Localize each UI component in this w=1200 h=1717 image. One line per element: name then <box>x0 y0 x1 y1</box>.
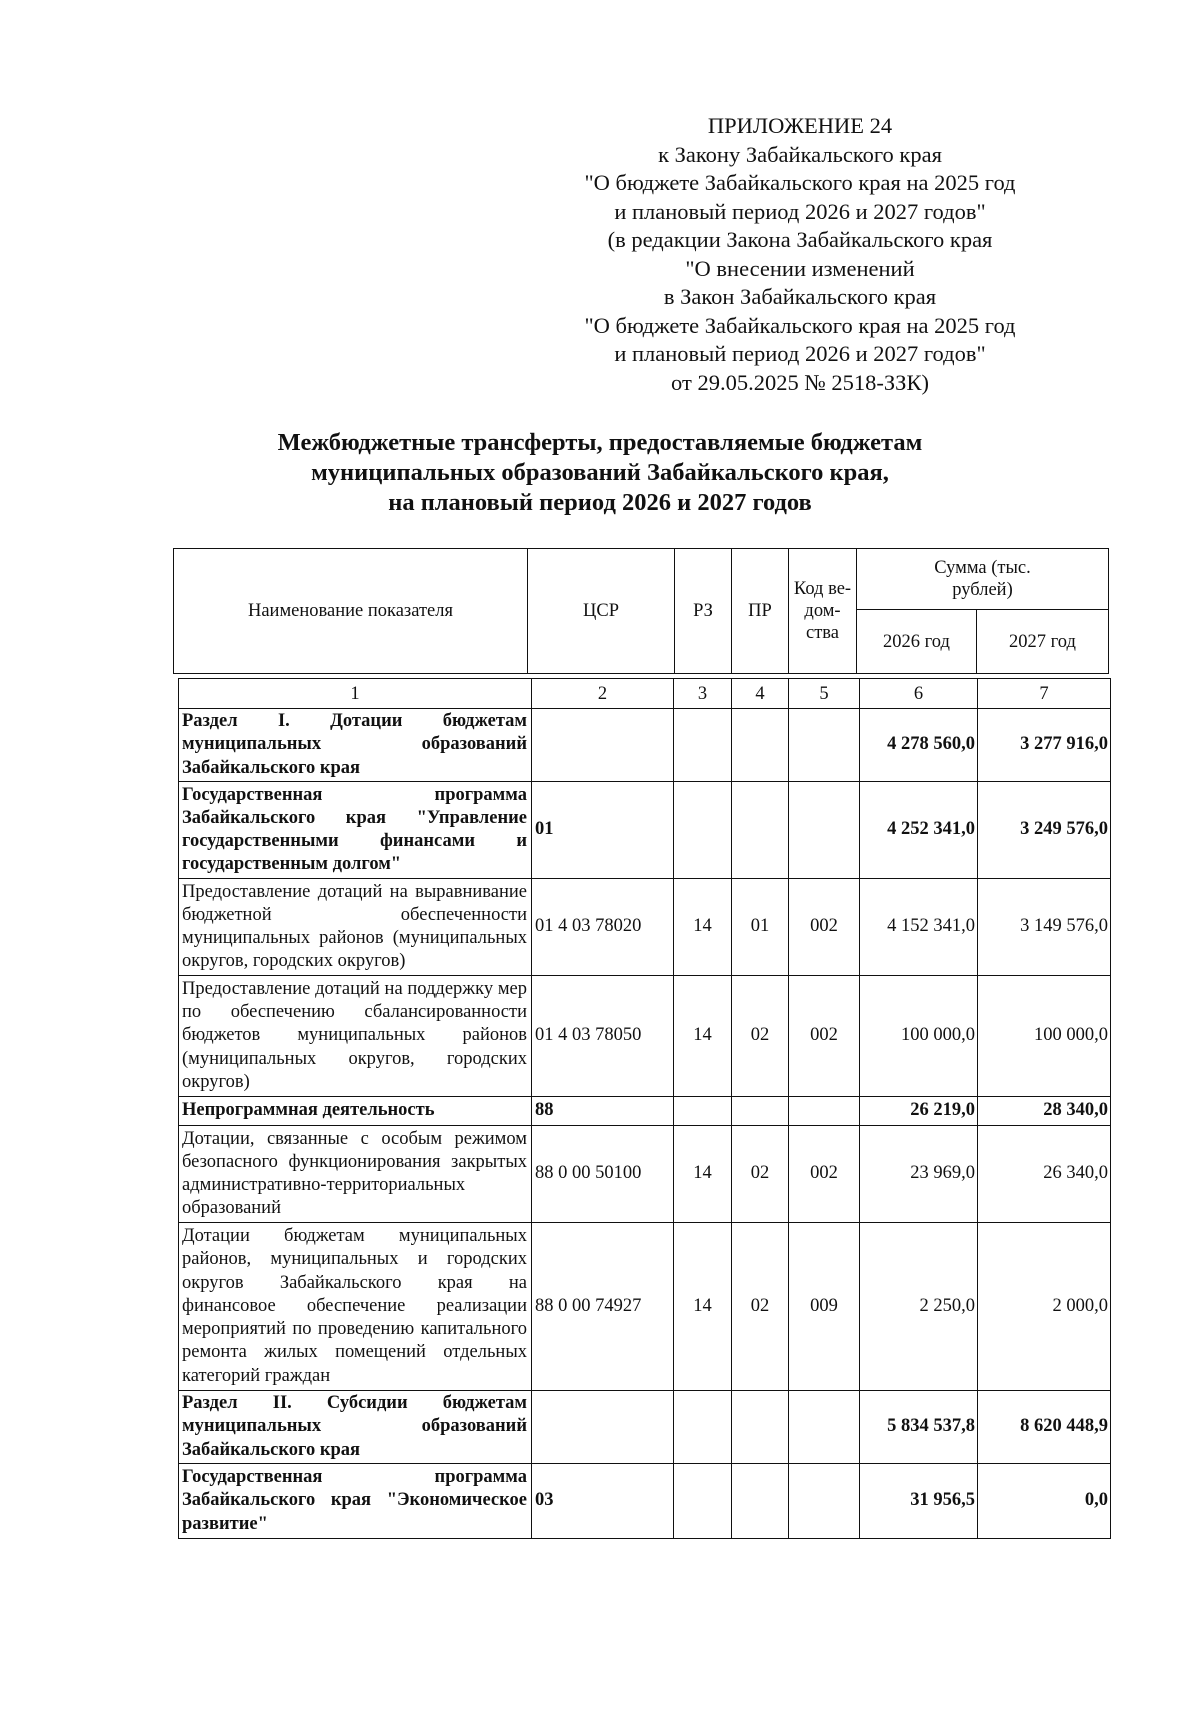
row-pr <box>732 709 789 782</box>
column-number: 7 <box>978 679 1111 709</box>
header-pr: ПР <box>732 549 789 674</box>
row-rz: 14 <box>674 1223 732 1391</box>
row-name: Государственная программа Забайкальского края "Управление государственными финансами и государственным долгом" <box>179 782 532 879</box>
row-2026: 100 000,0 <box>860 976 978 1097</box>
table-row <box>179 1464 1111 1539</box>
row-pr <box>732 1391 789 1464</box>
appendix-line: "О внесении изменений <box>685 255 915 281</box>
header-summa: Сумма (тыс. рублей) <box>857 549 1109 610</box>
appendix-line: к Закону Забайкальского края <box>658 141 942 167</box>
row-2026: 5 834 537,8 <box>860 1391 978 1464</box>
document-title <box>180 428 1020 518</box>
row-pr: 02 <box>732 1126 789 1223</box>
table-row <box>179 1126 1111 1223</box>
row-csr: 01 4 03 78050 <box>532 976 674 1097</box>
row-csr <box>532 709 674 782</box>
row-name: Предоставление дотаций на выравнивание бюджетной обеспеченности муниципальных районов (муниципальных округов, городских округов) <box>179 879 532 976</box>
appendix-line: и плановый период 2026 и 2027 годов" <box>614 341 986 366</box>
column-number: 1 <box>179 679 532 709</box>
title-line: на плановый период 2026 и 2027 годов <box>388 489 812 516</box>
appendix-line: ПРИЛОЖЕНИЕ 24 <box>707 113 893 138</box>
column-number: 2 <box>532 679 674 709</box>
row-kod <box>789 1464 860 1539</box>
row-2026: 31 956,5 <box>860 1464 978 1539</box>
row-2027: 0,0 <box>978 1464 1111 1539</box>
row-rz <box>674 1464 732 1539</box>
row-pr <box>732 782 789 879</box>
row-2026: 2 250,0 <box>860 1223 978 1391</box>
row-name: Предоставление дотаций на поддержку мер по обеспечению сбалансированности бюджетов муниципальных районов (муниципальных округов, городских округов) <box>179 976 532 1097</box>
row-rz <box>674 1391 732 1464</box>
header-2027: 2027 год <box>977 610 1109 674</box>
row-kod: 002 <box>789 1126 860 1223</box>
row-2027: 26 340,0 <box>978 1126 1111 1223</box>
row-rz: 14 <box>674 879 732 976</box>
row-2027: 8 620 448,9 <box>978 1391 1111 1464</box>
row-name: Дотации бюджетам муниципальных районов, муниципальных и городских округов Забайкальского края на финансовое обеспечение реализации мероприятий по проведению капитального ремонта жилых помещений отдельных категорий граждан <box>179 1223 532 1391</box>
row-csr <box>532 1391 674 1464</box>
row-2026: 4 278 560,0 <box>860 709 978 782</box>
row-2027: 3 149 576,0 <box>978 879 1111 976</box>
row-2026: 26 219,0 <box>860 1097 978 1126</box>
column-number: 6 <box>860 679 978 709</box>
table-row <box>179 782 1111 879</box>
appendix-line: от 29.05.2025 № 2518-ЗЗК) <box>671 369 929 395</box>
header-csr: ЦСР <box>528 549 675 674</box>
appendix-line: и плановый период 2026 и 2027 годов" <box>614 198 986 224</box>
row-name: Непрограммная деятельность <box>179 1097 532 1126</box>
row-rz <box>674 782 732 879</box>
row-pr <box>732 1464 789 1539</box>
row-pr: 02 <box>732 1223 789 1391</box>
column-number: 3 <box>674 679 732 709</box>
row-rz: 14 <box>674 976 732 1097</box>
title-line: муниципальных образований Забайкальского края, <box>311 459 889 486</box>
row-csr: 01 <box>532 782 674 879</box>
table-row <box>179 1097 1111 1126</box>
row-kod <box>789 1391 860 1464</box>
row-kod <box>789 1097 860 1126</box>
appendix-line: в Закон Забайкальского края <box>663 284 937 309</box>
row-pr: 02 <box>732 976 789 1097</box>
table-header <box>173 548 1109 674</box>
row-rz <box>674 709 732 782</box>
row-csr: 88 <box>532 1097 674 1126</box>
row-pr: 01 <box>732 879 789 976</box>
row-name: Раздел II. Субсидии бюджетам муниципальных образований Забайкальского края <box>179 1391 532 1464</box>
row-name: Дотации, связанные с особым режимом безопасного функционирования закрытых административно-территориальных образований <box>179 1126 532 1223</box>
row-rz: 14 <box>674 1126 732 1223</box>
row-kod <box>789 709 860 782</box>
row-pr <box>732 1097 789 1126</box>
table-row <box>179 709 1111 782</box>
table-row <box>179 1223 1111 1391</box>
table-row <box>179 976 1111 1097</box>
row-2026: 23 969,0 <box>860 1126 978 1223</box>
table-row <box>179 1391 1111 1464</box>
row-name: Государственная программа Забайкальского края "Экономическое развитие" <box>179 1464 532 1539</box>
row-2027: 100 000,0 <box>978 976 1111 1097</box>
row-2026: 4 152 341,0 <box>860 879 978 976</box>
appendix-line: "О бюджете Забайкальского края на 2025 год <box>584 312 1016 338</box>
row-name: Раздел I. Дотации бюджетам муниципальных образований Забайкальского края <box>179 709 532 782</box>
appendix-block <box>540 112 1060 397</box>
row-rz <box>674 1097 732 1126</box>
header-rz: РЗ <box>675 549 732 674</box>
row-csr: 88 0 00 50100 <box>532 1126 674 1223</box>
row-2027: 3 277 916,0 <box>978 709 1111 782</box>
row-2027: 3 249 576,0 <box>978 782 1111 879</box>
header-2026: 2026 год <box>857 610 977 674</box>
row-2027: 2 000,0 <box>978 1223 1111 1391</box>
column-number: 4 <box>732 679 789 709</box>
column-number: 5 <box>789 679 860 709</box>
data-table <box>178 678 1111 1539</box>
row-kod <box>789 782 860 879</box>
row-csr: 03 <box>532 1464 674 1539</box>
row-kod: 002 <box>789 879 860 976</box>
header-name: Наименование показателя <box>174 549 528 674</box>
appendix-line: "О бюджете Забайкальского края на 2025 год <box>584 170 1016 195</box>
row-kod: 009 <box>789 1223 860 1391</box>
row-csr: 88 0 00 74927 <box>532 1223 674 1391</box>
table-row <box>179 879 1111 976</box>
row-2027: 28 340,0 <box>978 1097 1111 1126</box>
column-number-row <box>179 679 1111 709</box>
row-csr: 01 4 03 78020 <box>532 879 674 976</box>
title-line: Межбюджетные трансферты, предоставляемые бюджетам <box>277 429 923 456</box>
row-2026: 4 252 341,0 <box>860 782 978 879</box>
header-kod: Код ве-дом-ства <box>789 549 857 674</box>
appendix-line: (в редакции Закона Забайкальского края <box>607 227 993 252</box>
row-kod: 002 <box>789 976 860 1097</box>
